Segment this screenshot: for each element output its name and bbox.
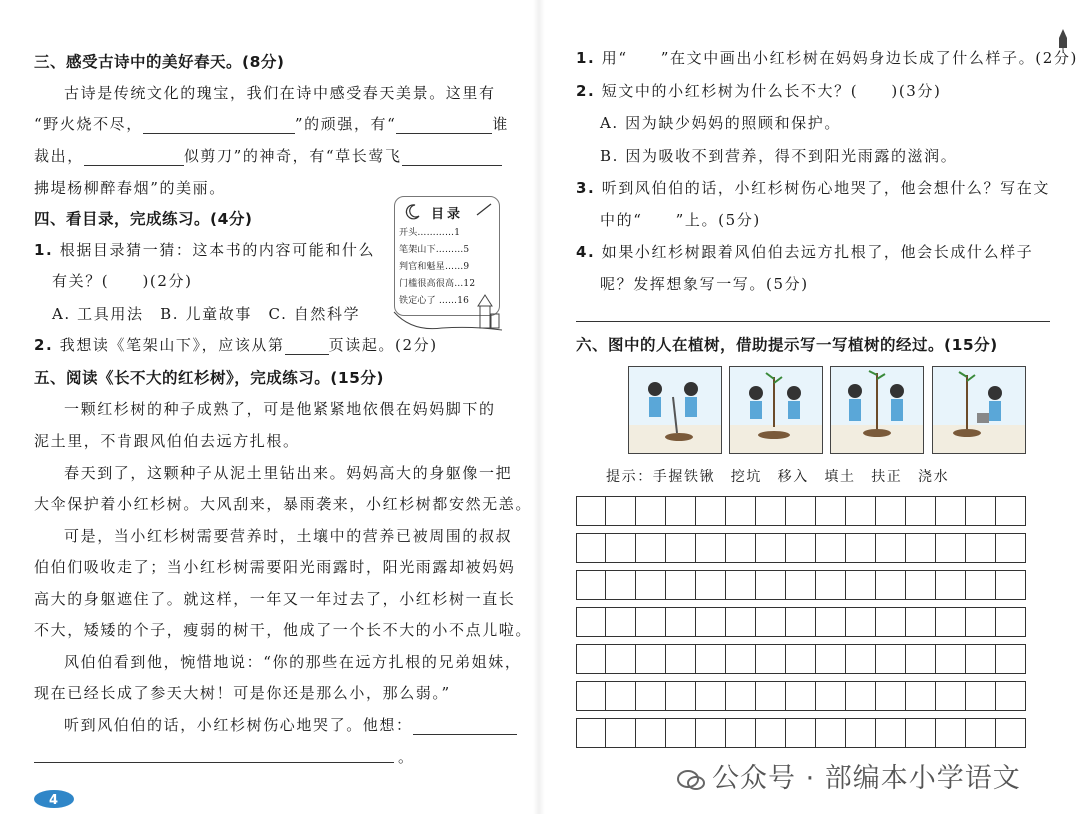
grid-cell[interactable] (576, 718, 606, 748)
grid-cell[interactable] (606, 607, 636, 637)
s4-q1: 1. 根据目录猜一猜：这本书的内容可能和什么 (34, 241, 376, 259)
r-q2-a: A. 因为缺少妈妈的照顾和保护。 (600, 114, 841, 132)
toc-item: 铁定心了 ……16 (399, 296, 470, 306)
grid-cell[interactable] (906, 570, 936, 600)
grid-cell[interactable] (636, 533, 666, 563)
s5-p3a: 可是，当小红杉树需要营养时，土壤中的营养已被周围的叔叔 (64, 527, 513, 545)
page-number: 4 (49, 793, 59, 808)
grid-cell[interactable] (606, 681, 636, 711)
grid-cell[interactable] (576, 681, 606, 711)
s4-q2: 2. 我想读《笔架山下》，应该从第 页读起。(2分) (34, 336, 438, 354)
grid-cell[interactable] (636, 681, 666, 711)
grid-cell[interactable] (786, 496, 816, 526)
grid-cell[interactable] (936, 496, 966, 526)
grid-cell[interactable] (636, 644, 666, 674)
grid-cell[interactable] (636, 718, 666, 748)
grid-cell[interactable] (966, 496, 996, 526)
grid-cell[interactable] (576, 570, 606, 600)
grid-cell[interactable] (876, 644, 906, 674)
grid-cell[interactable] (726, 496, 756, 526)
grid-cell[interactable] (816, 570, 846, 600)
grid-row (576, 496, 1026, 526)
grid-cell[interactable] (936, 718, 966, 748)
r-q4b: 呢？发挥想象写一写。(5分) (600, 275, 809, 293)
grid-cell[interactable] (966, 718, 996, 748)
grid-cell[interactable] (666, 644, 696, 674)
grid-cell[interactable] (636, 607, 666, 637)
grid-cell[interactable] (606, 718, 636, 748)
r-q2: 2. 短文中的小红杉树为什么长不大？( )(3分) (576, 82, 942, 100)
grid-cell[interactable] (576, 644, 606, 674)
toc-item: 判官和魁星……9 (399, 262, 470, 272)
grid-cell[interactable] (696, 644, 726, 674)
s5-p3c: 高大的身躯遮住了。就这样，一年又一年过去了，小红杉树一直长 (34, 590, 516, 608)
grid-cell[interactable] (876, 718, 906, 748)
grid-cell[interactable] (846, 607, 876, 637)
grid-cell[interactable] (756, 681, 786, 711)
grid-cell[interactable] (936, 570, 966, 600)
grid-cell[interactable] (846, 644, 876, 674)
section5-title: 五、阅读《长不大的红杉树》，完成练习。(15分) (34, 369, 384, 387)
grid-row (576, 644, 1026, 674)
grid-cell[interactable] (786, 644, 816, 674)
grid-cell[interactable] (846, 570, 876, 600)
grid-cell[interactable] (846, 718, 876, 748)
r-q2-b: B. 因为吸收不到营养，得不到阳光雨露的滋润。 (600, 147, 958, 165)
grid-cell[interactable] (726, 570, 756, 600)
grid-cell[interactable] (696, 533, 726, 563)
grid-cell[interactable] (966, 570, 996, 600)
grid-cell[interactable] (996, 681, 1026, 711)
toc-title: 目录 (431, 207, 464, 222)
grid-cell[interactable] (966, 533, 996, 563)
grid-cell[interactable] (816, 718, 846, 748)
r-q4: 4. 如果小红杉树跟着风伯伯去远方扎根了，他会长成什么样子 (576, 243, 1034, 261)
grid-cell[interactable] (576, 496, 606, 526)
grid-cell[interactable] (966, 681, 996, 711)
grid-cell[interactable] (606, 570, 636, 600)
r-q3: 3. 听到风伯伯的话，小红杉树伤心地哭了，他会想什么？写在文 (576, 179, 1050, 197)
s5-p2a: 春天到了，这颗种子从泥土里钻出来。妈妈高大的身躯像一把 (64, 464, 513, 482)
grid-cell[interactable] (786, 718, 816, 748)
grid-cell[interactable] (606, 533, 636, 563)
grid-cell[interactable] (846, 533, 876, 563)
grid-cell[interactable] (906, 533, 936, 563)
grid-cell[interactable] (756, 607, 786, 637)
blank-3[interactable] (84, 149, 184, 166)
grid-cell[interactable] (786, 533, 816, 563)
grid-cell[interactable] (786, 607, 816, 637)
grid-cell[interactable] (606, 496, 636, 526)
illustration-plant (729, 366, 823, 454)
castle-illustration (392, 292, 512, 336)
grid-cell[interactable] (876, 533, 906, 563)
answer-line[interactable] (34, 762, 394, 763)
grid-cell[interactable] (876, 570, 906, 600)
grid-cell[interactable] (726, 533, 756, 563)
grid-cell[interactable] (756, 533, 786, 563)
grid-row (576, 607, 1026, 637)
grid-cell[interactable] (936, 607, 966, 637)
s5-p3b: 伯伯们吸收走了；当小红杉树需要阳光雨露时，阳光雨露却被妈妈 (34, 558, 516, 576)
s5-p1a: 一颗红杉树的种子成熟了，可是他紧紧地依偎在妈妈脚下的 (64, 400, 496, 418)
wechat-icon (676, 767, 706, 793)
grid-cell[interactable] (966, 644, 996, 674)
grid-cell[interactable] (996, 570, 1026, 600)
grid-cell[interactable] (996, 496, 1026, 526)
grid-cell[interactable] (606, 644, 636, 674)
s5-p4b: 现在已经长成了参天大树！可是你还是那么小，那么弱。” (34, 684, 451, 702)
blank-page[interactable] (285, 338, 329, 355)
grid-cell[interactable] (876, 496, 906, 526)
grid-cell[interactable] (666, 607, 696, 637)
grid-cell[interactable] (966, 607, 996, 637)
grid-cell[interactable] (666, 570, 696, 600)
watermark: 公众号 · 部编本小学语文 (676, 756, 1021, 795)
r-q1: 1. 用“ ”在文中画出小红杉树在妈妈身边长成了什么样子。(2分) (576, 49, 1078, 67)
s5-p1b: 泥土里，不肯跟风伯伯去远方扎根。 (34, 432, 300, 450)
grid-cell[interactable] (906, 718, 936, 748)
grid-cell[interactable] (666, 496, 696, 526)
section3-title: 三、感受古诗中的美好春天。(8分) (34, 53, 285, 71)
toc-item: 开头…………1 (399, 228, 461, 238)
s4-q1b: 有关？( )(2分) (52, 272, 193, 290)
grid-cell[interactable] (996, 644, 1026, 674)
grid-cell[interactable] (786, 681, 816, 711)
blank-2[interactable] (396, 117, 492, 134)
s4-q1-options: A. 工具用法 B. 儿童故事 C. 自然科学 (52, 305, 361, 323)
grid-row (576, 533, 1026, 563)
r-q3b: 中的“ ”上。(5分) (600, 211, 761, 229)
illustration-dig (628, 366, 722, 454)
grid-cell[interactable] (666, 681, 696, 711)
pen-icon (475, 201, 495, 217)
grid-cell[interactable] (816, 644, 846, 674)
grid-cell[interactable] (726, 718, 756, 748)
section4-title: 四、看目录，完成练习。(4分) (34, 210, 253, 228)
grid-row (576, 570, 1026, 600)
grid-cell[interactable] (756, 496, 786, 526)
grid-cell[interactable] (726, 607, 756, 637)
illustration-water (932, 366, 1026, 454)
s3-line3: 裁出， 似剪刀”的神奇，有“草长莺飞 (34, 145, 502, 166)
writing-hint: 提示：手握铁锹 挖坑 移入 填土 扶正 浇水 (606, 469, 950, 485)
grid-cell[interactable] (876, 607, 906, 637)
blank-4[interactable] (402, 149, 502, 166)
grid-cell[interactable] (696, 681, 726, 711)
s3-line4: 拂堤杨柳醉春烟”的美丽。 (34, 179, 226, 197)
grid-cell[interactable] (816, 533, 846, 563)
grid-cell[interactable] (666, 533, 696, 563)
grid-cell[interactable] (666, 718, 696, 748)
grid-cell[interactable] (786, 570, 816, 600)
grid-cell[interactable] (816, 681, 846, 711)
grid-cell[interactable] (636, 496, 666, 526)
grid-cell[interactable] (576, 533, 606, 563)
grid-cell[interactable] (996, 718, 1026, 748)
grid-cell[interactable] (906, 607, 936, 637)
s5-p5: 听到风伯伯的话，小红杉树伤心地哭了。他想： (64, 714, 517, 735)
grid-cell[interactable] (696, 718, 726, 748)
page-number-badge (32, 788, 78, 810)
section6-title: 六、图中的人在植树，借助提示写一写植树的经过。(15分) (576, 336, 998, 354)
grid-cell[interactable] (636, 570, 666, 600)
grid-cell[interactable] (726, 681, 756, 711)
grid-cell[interactable] (576, 607, 606, 637)
s5-p4a: 风伯伯看到他，惋惜地说：“你的那些在远方扎根的兄弟姐妹， (64, 653, 522, 671)
grid-cell[interactable] (696, 607, 726, 637)
grid-cell[interactable] (816, 607, 846, 637)
grid-cell[interactable] (756, 570, 786, 600)
grid-cell[interactable] (996, 607, 1026, 637)
grid-cell[interactable] (846, 496, 876, 526)
s3-line2: “野火烧不尽， ”的顽强，有“ 谁 (34, 115, 510, 133)
grid-cell[interactable] (936, 644, 966, 674)
grid-cell[interactable] (936, 681, 966, 711)
grid-cell[interactable] (906, 681, 936, 711)
s5-end: 。 (398, 748, 415, 766)
q4-answer-line[interactable] (576, 321, 1050, 322)
moon-icon (403, 203, 421, 221)
page-fold (533, 0, 545, 814)
s3-line1: 古诗是传统文化的瑰宝，我们在诗中感受春天美景。这里有 (64, 84, 496, 102)
grid-cell[interactable] (696, 496, 726, 526)
grid-cell[interactable] (696, 570, 726, 600)
s5-p3d: 不大，矮矮的个子，瘦弱的树干，他成了一个长不大的小不点儿啦。 (34, 621, 533, 639)
grid-cell[interactable] (756, 718, 786, 748)
grid-row (576, 718, 1026, 748)
grid-cell[interactable] (816, 496, 846, 526)
grid-cell[interactable] (876, 681, 906, 711)
grid-cell[interactable] (906, 644, 936, 674)
grid-cell[interactable] (756, 644, 786, 674)
grid-cell[interactable] (996, 533, 1026, 563)
toc-item: 笔架山下………5 (399, 245, 470, 255)
answer-blank[interactable] (413, 718, 517, 735)
grid-cell[interactable] (846, 681, 876, 711)
blank-1[interactable] (143, 117, 295, 134)
toc-item: 门槛很高很高…12 (399, 279, 476, 289)
grid-row (576, 681, 1026, 711)
grid-cell[interactable] (726, 644, 756, 674)
illustration-fill (830, 366, 924, 454)
grid-cell[interactable] (906, 496, 936, 526)
s5-p2b: 大伞保护着小红杉树。大风刮来，暴雨袭来，小红杉树都安然无恙。 (34, 495, 533, 513)
rocket-icon (1056, 28, 1070, 54)
grid-cell[interactable] (936, 533, 966, 563)
